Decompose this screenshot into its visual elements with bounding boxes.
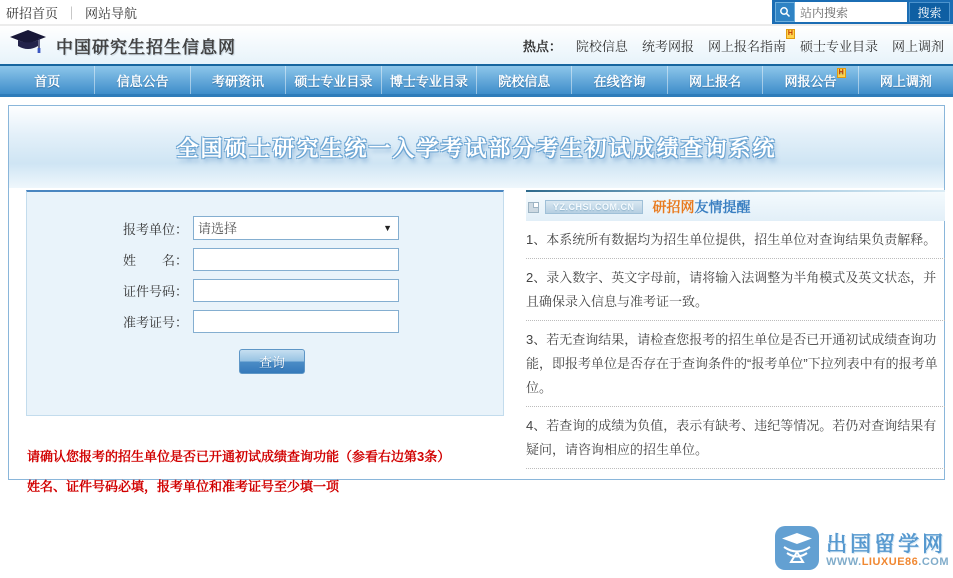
- hot-links: [522, 29, 944, 55]
- form-row-id-number: [123, 279, 503, 302]
- hot-link-baoming-guide[interactable]: 网上报名指南 H: [707, 29, 793, 54]
- banner: [9, 106, 944, 188]
- dotted-divider: [526, 468, 945, 469]
- tip-item-4: 4、若查询的成绩为负值，表示有缺考、违纪等情况。若仍对查询结果有疑问，请咨询相应的招生单位。: [526, 418, 937, 458]
- page-icon: [528, 202, 539, 213]
- hot-link-tiaoji[interactable]: 网上调剂: [891, 38, 944, 54]
- name-label: 姓 名：: [123, 253, 189, 268]
- id-number-field[interactable]: [193, 279, 399, 302]
- nav-doctor-catalog[interactable]: 博士专业目录: [382, 66, 477, 94]
- tips-panel: [526, 190, 945, 469]
- liuxue86-watermark: [774, 525, 949, 576]
- nav-apply-notice[interactable]: 网报公告 H: [763, 66, 858, 94]
- id-number-label: 证件号码：: [123, 284, 189, 299]
- sitemap-link[interactable]: 网站导航: [85, 5, 138, 21]
- search-icon[interactable]: [775, 2, 795, 22]
- warning-line-1: 请确认您报考的招生单位是否已开通初试成绩查询功能（参看右边第3条）: [27, 449, 451, 464]
- nav-master-catalog[interactable]: 硕士专业目录: [286, 66, 381, 94]
- exam-number-label: 准考证号：: [123, 315, 189, 330]
- form-warning: [27, 442, 450, 502]
- main-nav: [0, 64, 953, 97]
- unit-select-wrap: [193, 216, 399, 240]
- nav-home[interactable]: 首页: [0, 66, 95, 94]
- warning-line-2: 姓名、证件号码必填，报考单位和准考证号至少填一项: [27, 478, 340, 494]
- form-row-name: [123, 248, 503, 271]
- form-row-unit: [123, 216, 503, 240]
- score-query-form: [26, 190, 504, 416]
- hot-label: 热点：: [522, 38, 562, 54]
- liuxue86-text: [826, 533, 949, 568]
- tips-title-highlight: 研招网: [652, 199, 695, 215]
- page-title: 全国硕士研究生统一入学考试部分考生初试成绩查询系统: [176, 136, 777, 161]
- nav-tiaoji[interactable]: 网上调剂: [879, 73, 932, 89]
- nav-online-consult[interactable]: 在线咨询: [572, 66, 667, 94]
- liuxue86-logo-icon: [774, 525, 820, 576]
- site-header: [0, 26, 953, 64]
- new-badge-icon: H: [838, 69, 844, 76]
- tip-item-1: 1、本系统所有数据均为招生单位提供，招生单位对查询结果负责解释。: [526, 232, 937, 247]
- name-field[interactable]: [193, 248, 399, 271]
- form-row-exam-number: [123, 310, 503, 333]
- home-link[interactable]: 研招首页: [6, 5, 59, 21]
- liuxue86-url: WWW.LIUXUE86.COM: [826, 556, 949, 568]
- site-title: 中国研究生招生信息网: [56, 37, 236, 57]
- tip-item-2: 2、录入数字、英文字母前，请将输入法调整为半角模式及英文状态，并且确保录入信息与准考证一致。: [526, 270, 937, 310]
- hot-link-shuoshi-mulu[interactable]: 硕士专业目录: [799, 38, 878, 54]
- topbar: [0, 0, 953, 26]
- nav-school-info[interactable]: 院校信息: [477, 66, 572, 94]
- nav-info-notice[interactable]: 信息公告: [95, 66, 190, 94]
- hot-link-yuanxiao[interactable]: 院校信息: [575, 38, 628, 54]
- query-button[interactable]: 查询: [239, 349, 305, 374]
- new-badge-icon: H: [787, 29, 793, 37]
- liuxue86-site-name: 出国留学网: [826, 532, 947, 556]
- topbar-links: [0, 0, 137, 24]
- unit-select[interactable]: [193, 216, 399, 240]
- search-input[interactable]: [795, 2, 907, 22]
- tip-item-3: 3、若无查询结果，请检查您报考的招生单位是否已开通初试成绩查询功能，即报考单位是否存在于查询条件的“报考单位”下拉列表中有的报考单位。: [526, 332, 938, 396]
- tips-title: [653, 197, 751, 217]
- hot-link-tongkao[interactable]: 统考网报: [641, 38, 694, 54]
- nav-online-apply[interactable]: 网上报名: [668, 66, 763, 94]
- exam-number-field[interactable]: [193, 310, 399, 333]
- tips-header: [526, 192, 945, 221]
- tips-title-rest: 友情提醒: [694, 199, 751, 215]
- graduation-cap-icon: [9, 29, 47, 62]
- site-search-bar: [772, 0, 953, 24]
- chsi-domain-badge[interactable]: YZ.CHSI.COM.CN: [545, 200, 643, 214]
- chevron-down-icon: ▼: [383, 223, 392, 233]
- search-button[interactable]: 搜索: [909, 2, 950, 22]
- nav-kaoyan-news[interactable]: 考研资讯: [191, 66, 286, 94]
- topbar-separator: ｜: [65, 5, 79, 21]
- unit-label: 报考单位：: [123, 221, 189, 237]
- site-logo[interactable]: [9, 29, 236, 62]
- content-box: [8, 105, 945, 494]
